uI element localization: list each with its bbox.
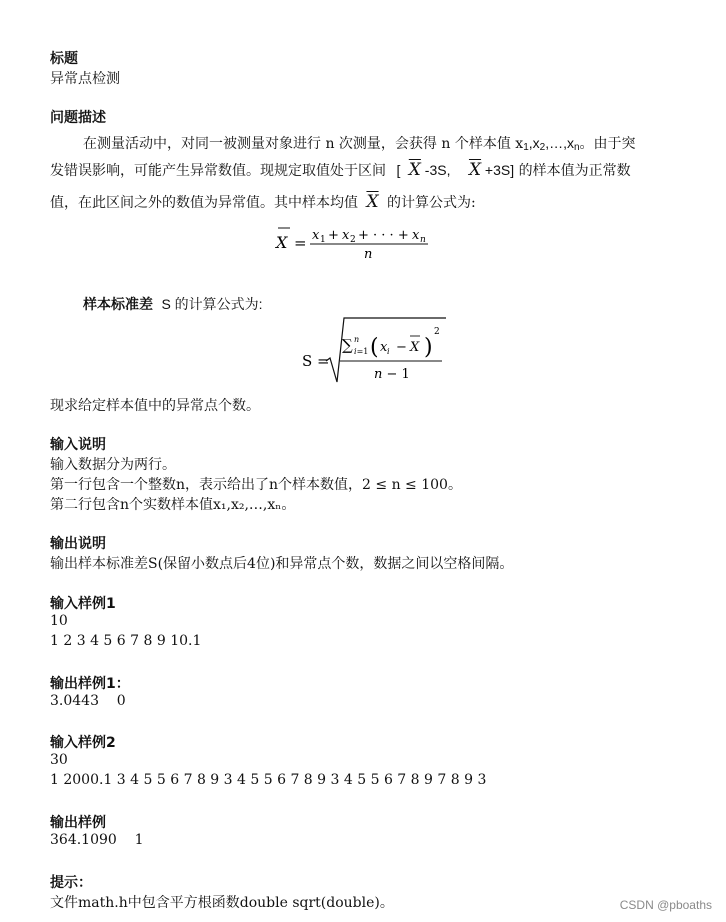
input-sample-2-line-1: 30: [50, 752, 68, 768]
svg-text:−: −: [396, 340, 407, 355]
problem-line-2: 发错误影响，可能产生异常数值。现规定取值处于区间 [ $\overline{X}$ -3S, $\overline{X} +3S$] 的样本值为正常数: [50, 160, 631, 180]
problem-line-3-text: 值，在此区间之外的数值为异常值。其中样本均值: [50, 195, 358, 211]
problem-line-3: 值，在此区间之外的数值为异常值。其中样本均值 $\overline{X}$ 的计算公式为:: [50, 192, 476, 212]
svg-text:S =: S =: [302, 352, 330, 370]
svg-text:+: +: [328, 228, 339, 243]
input-line-3: 第二行包含n个实数样本值x₁,x₂,…,xₙ。: [50, 497, 296, 513]
output-line-1: 输出样本标准差S(保留小数点后4位)和异常点个数，数据之间以空格间隔。: [50, 556, 514, 572]
mean-formula: [270, 222, 440, 268]
svg-text:x: x: [380, 340, 388, 355]
problem-line-1: 在测量活动中，对同一被测量对象进行 n 次测量，会获得 n 个样本值 x1,x2,…,xn。由于突: [83, 135, 636, 153]
output-heading: 输出说明: [50, 536, 106, 552]
input-sample-2-line-2: 1 2000.1 3 4 5 5 6 7 8 9 3 4 5 5 6 7 8 9 3 4 5 5 6 7 8 9 7 8 9 3: [50, 772, 487, 788]
std-formula: [300, 314, 450, 390]
output-sample-2-line-1: 364.1090 1: [50, 832, 144, 848]
svg-text:X: X: [276, 233, 288, 252]
svg-text:1: 1: [320, 235, 326, 245]
svg-text:(: (: [370, 335, 379, 360]
input-sample-2-heading: 输入样例2: [50, 735, 116, 751]
svg-text:n: n: [364, 247, 373, 262]
title-text: 异常点检测: [50, 71, 120, 87]
output-sample-2-heading: 输出样例: [50, 815, 106, 831]
input-line-1: 输入数据分为两行。: [50, 457, 176, 473]
std-heading: 样本标准差: [83, 297, 153, 313]
std-text: S 的计算公式为:: [161, 296, 263, 312]
title-heading: 标题: [50, 51, 78, 67]
svg-text:x: x: [312, 228, 320, 243]
svg-text:2: 2: [350, 235, 356, 245]
input-sample-1-heading: 输入样例1: [50, 596, 116, 612]
svg-text:x: x: [342, 228, 350, 243]
svg-text:n: n: [420, 235, 426, 245]
output-sample-1-heading: 输出样例1：: [50, 676, 130, 692]
problem-line-3-tail: 的计算公式为:: [387, 195, 476, 211]
svg-text:2: 2: [434, 327, 440, 337]
request-text: 现求给定样本值中的异常点个数。: [50, 398, 260, 414]
input-heading: 输入说明: [50, 437, 106, 453]
problem-line-1-text: 在测量活动中，对同一被测量对象进行 n 次测量，会获得 n 个样本值 x: [83, 136, 524, 152]
hint-text: 文件math.h中包含平方根函数double sqrt(double)。: [50, 895, 394, 911]
input-sample-1-line-2: 1 2 3 4 5 6 7 8 9 10.1: [50, 633, 202, 649]
output-sample-1-line-1: 3.0443 0: [50, 693, 126, 709]
std-line: [83, 294, 263, 314]
svg-text:=: =: [294, 234, 307, 252]
svg-text:i: i: [387, 347, 390, 356]
problem-heading: 问题描述: [50, 110, 106, 126]
problem-line-2-text: 发错误影响，可能产生异常数值。现规定取值处于区间: [50, 163, 386, 179]
hint-heading: 提示：: [50, 875, 92, 891]
problem-line-1-tail: 由于突: [593, 136, 636, 152]
svg-text:i=1: i=1: [354, 347, 369, 356]
svg-text:x: x: [412, 228, 420, 243]
svg-text:∑: ∑: [342, 336, 353, 354]
svg-text:X: X: [410, 340, 420, 355]
svg-text:n − 1: n − 1: [374, 367, 410, 382]
csdn-watermark: CSDN @pboaths: [619, 898, 712, 912]
input-line-2: 第一行包含一个整数n，表示给出了n个样本数值，2 ≤ n ≤ 100。: [50, 477, 462, 493]
input-sample-1-line-1: 10: [50, 613, 68, 629]
svg-text:+ · · · +: + · · · +: [358, 228, 409, 243]
problem-line-2-tail: 的样本值为正常数: [518, 163, 631, 179]
svg-text:n: n: [354, 335, 360, 344]
svg-text:): ): [424, 335, 433, 360]
